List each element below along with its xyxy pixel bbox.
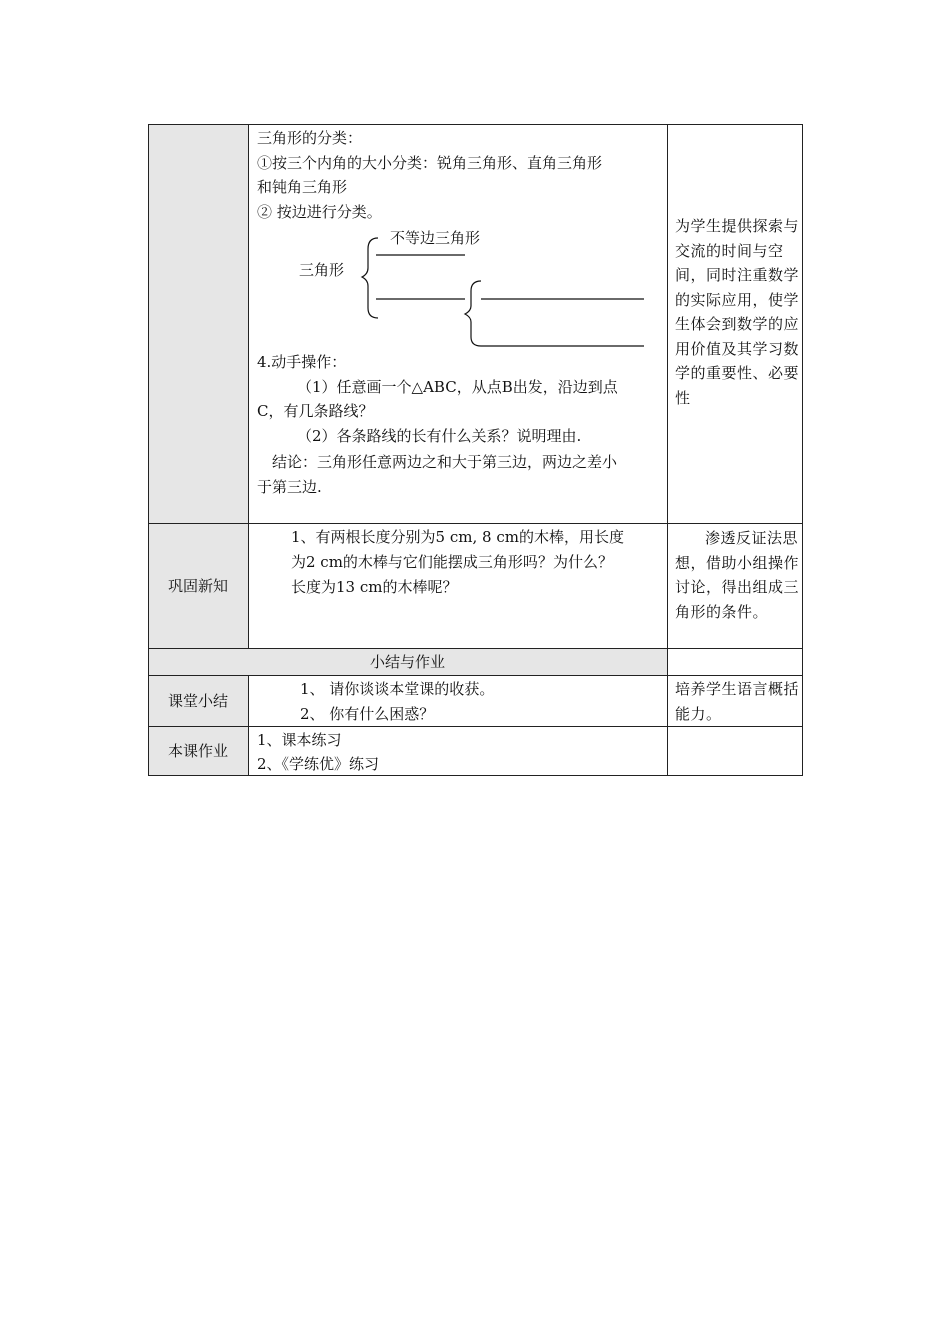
row2-teaching-note: 渗透反证法思想，借助小组操作讨论，得出组成三角形的条件。 <box>675 529 800 621</box>
row4-teaching-note: 培养学生语言概括能力。 <box>675 680 800 723</box>
classification-by-angle-cont: 和钝角三角形 <box>257 178 348 196</box>
summary-item-2: 2、 你有什么困惑？ <box>300 705 435 723</box>
conclusion: 结论：三角形任意两边之和大于第三边，两边之差小 <box>272 453 618 471</box>
homework-item-1: 1、课本练习 <box>257 731 342 749</box>
exercise-line-1: 1、有两根长度分别为5 cm, 8 cm的木棒，用长度 <box>291 528 624 546</box>
summary-header: 小结与作业 <box>369 653 445 671</box>
row1-teaching-note: 为学生提供探索与交流的时间与空间，同时注重数学的实际应用，使学生体会到数学的应用价值及其学习数学的重要性、必要性 <box>675 217 800 407</box>
diagram-top-branch-label: 不等边三角形 <box>390 229 481 247</box>
diagram-root-label: 三角形 <box>299 261 345 279</box>
row5-label: 本课作业 <box>167 742 228 760</box>
activity-question-1-cont: C，有几条路线？ <box>257 402 374 420</box>
exercise-line-2: 为2 cm的木棒与它们能摆成三角形吗？为什么？ <box>291 553 613 571</box>
classification-by-side: ② 按边进行分类。 <box>257 203 382 221</box>
row2-label: 巩固新知 <box>167 577 228 595</box>
homework-item-2: 2、《学练优》练习 <box>257 755 380 773</box>
classification-title: 三角形的分类： <box>257 129 363 147</box>
activity-question-1: （1）任意画一个△ABC，从点B出发，沿边到点 <box>297 378 618 396</box>
activity-question-2: （2）各条路线的长有什么关系？说明理由. <box>297 427 582 445</box>
summary-item-1: 1、 请你谈谈本堂课的收获。 <box>300 680 495 698</box>
activity-title: 4.动手操作： <box>257 353 347 371</box>
row4-label: 课堂小结 <box>167 692 228 710</box>
inner-brace <box>465 281 481 346</box>
exercise-line-3: 长度为13 cm的木棒呢？ <box>291 578 458 596</box>
classification-by-angle: ①按三个内角的大小分类：锐角三角形、直角三角形 <box>257 154 603 172</box>
outer-brace <box>362 238 378 318</box>
conclusion-cont: 于第三边. <box>257 478 322 496</box>
